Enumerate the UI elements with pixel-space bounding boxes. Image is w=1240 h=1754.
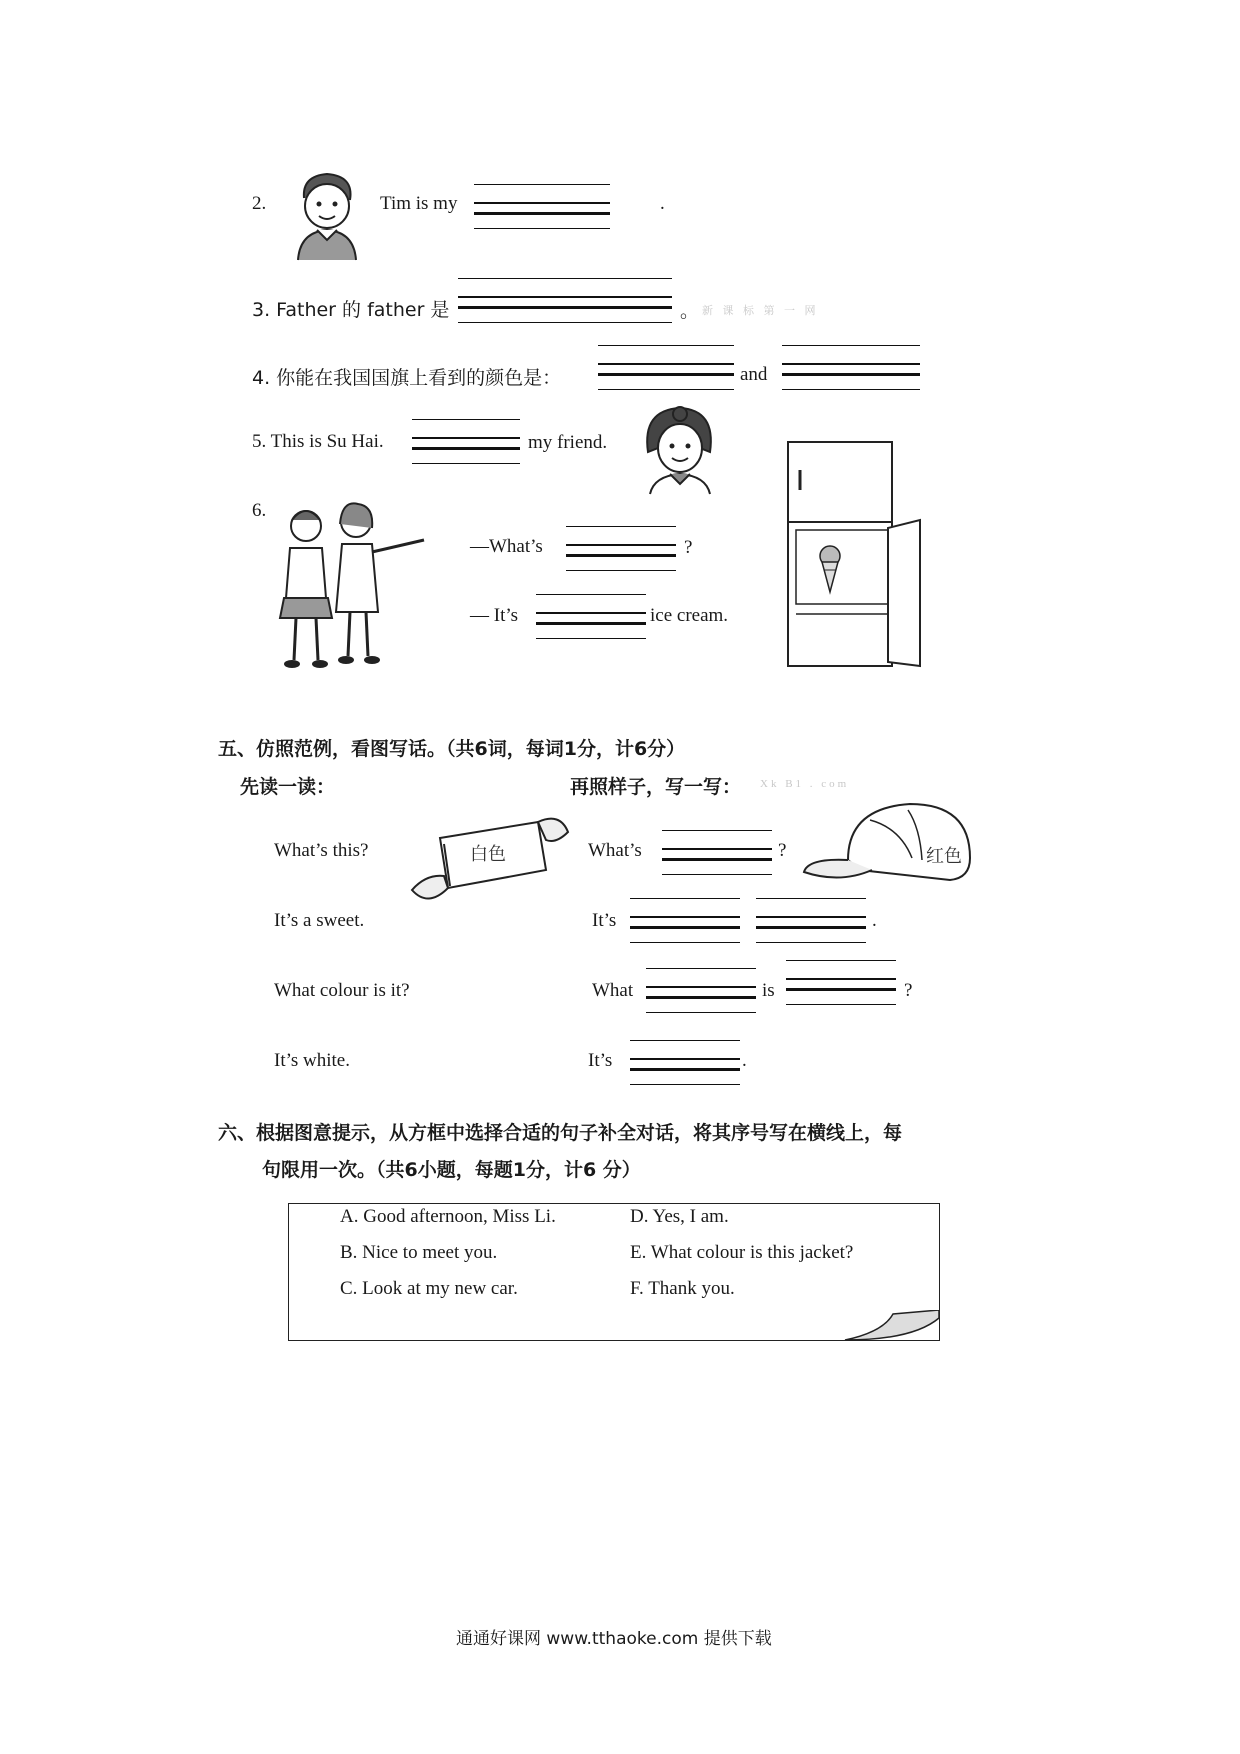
girl-illustration	[640, 404, 718, 496]
q5-after: my friend.	[528, 432, 608, 453]
q4-and: and	[740, 364, 768, 385]
write-line-2-end: .	[872, 910, 877, 931]
part5-watermark: Xk B1 . com	[760, 778, 850, 790]
example-line-2: It’s a sweet.	[274, 910, 365, 931]
q6-after: ice cream.	[650, 605, 729, 626]
cap-color-label: 红色	[926, 846, 962, 867]
write-line-2-word: It’s	[592, 910, 617, 931]
q6-answer-lines-2[interactable]	[536, 594, 646, 640]
write-line-3-blank-2[interactable]	[786, 960, 896, 1006]
q6-line2: — It’s	[470, 605, 519, 626]
write-line-1-blank[interactable]	[662, 830, 772, 876]
option-b: B. Nice to meet you.	[340, 1242, 498, 1263]
write-line-3-end: ?	[904, 980, 913, 1001]
q2-answer-lines[interactable]	[474, 184, 610, 230]
option-a: A. Good afternoon, Miss Li.	[340, 1206, 556, 1227]
option-f: F. Thank you.	[630, 1278, 735, 1299]
page-curl-icon	[843, 1310, 941, 1342]
q3-faint-watermark: 新 课 标 第 一 网	[702, 304, 819, 317]
option-e: E. What colour is this jacket?	[630, 1242, 854, 1263]
q2-end: .	[660, 193, 665, 214]
q6-answer-lines-1[interactable]	[566, 526, 676, 572]
q3-answer-lines[interactable]	[458, 278, 672, 324]
write-line-4-end: .	[742, 1050, 747, 1071]
write-line-2-blank-1[interactable]	[630, 898, 740, 944]
example-line-3: What colour is it?	[274, 980, 410, 1001]
write-line-4-word: It’s	[588, 1050, 613, 1071]
write-line-1-word: What’s	[588, 840, 642, 861]
q4-answer-lines-2[interactable]	[782, 345, 920, 391]
part6-heading-line-2: 句限用一次。（共6小题，每题1分，计6 分）	[262, 1159, 641, 1181]
example-line-1: What’s this?	[274, 840, 369, 861]
q4-text: 4. 你能在我国国旗上看到的颜色是：	[252, 367, 562, 389]
q3-text: 3. Father 的 father 是	[252, 299, 450, 321]
two-girls-illustration	[274, 500, 434, 672]
option-c: C. Look at my new car.	[340, 1278, 518, 1299]
part6-heading-line-1: 六、根据图意提示，从方框中选择合适的句子补全对话，将其序号写在横线上，每	[218, 1122, 903, 1144]
fridge-illustration	[784, 440, 926, 676]
q5-text: 5. This is Su Hai.	[252, 431, 384, 452]
q6-number: 6.	[252, 500, 267, 521]
write-line-3-word: What	[592, 980, 634, 1001]
q2-text: Tim is my	[380, 193, 458, 214]
write-line-3-blank-1[interactable]	[646, 968, 756, 1014]
part5-write-label: 再照样子，写一写：	[570, 776, 742, 798]
q3-end: 。	[680, 301, 700, 322]
write-line-1-end: ?	[778, 840, 787, 861]
footer-text: 通通好课网 www.tthaoke.com 提供下载	[456, 1629, 772, 1649]
q6-line1: —What’s	[470, 536, 543, 557]
q6-question-mark: ?	[684, 537, 693, 558]
write-line-3-mid: is	[762, 980, 775, 1001]
write-line-2-blank-2[interactable]	[756, 898, 866, 944]
q5-answer-lines[interactable]	[412, 419, 520, 465]
example-line-4: It’s white.	[274, 1050, 350, 1071]
part5-read-label: 先读一读：	[240, 776, 336, 798]
part5-heading: 五、仿照范例，看图写话。（共6词，每词1分，计6分）	[218, 738, 686, 760]
write-line-4-blank[interactable]	[630, 1040, 740, 1086]
q2-number: 2.	[252, 193, 267, 214]
option-d: D. Yes, I am.	[630, 1206, 729, 1227]
q4-answer-lines-1[interactable]	[598, 345, 734, 391]
sweet-color-label: 白色	[470, 844, 506, 865]
boy-illustration	[292, 168, 362, 263]
